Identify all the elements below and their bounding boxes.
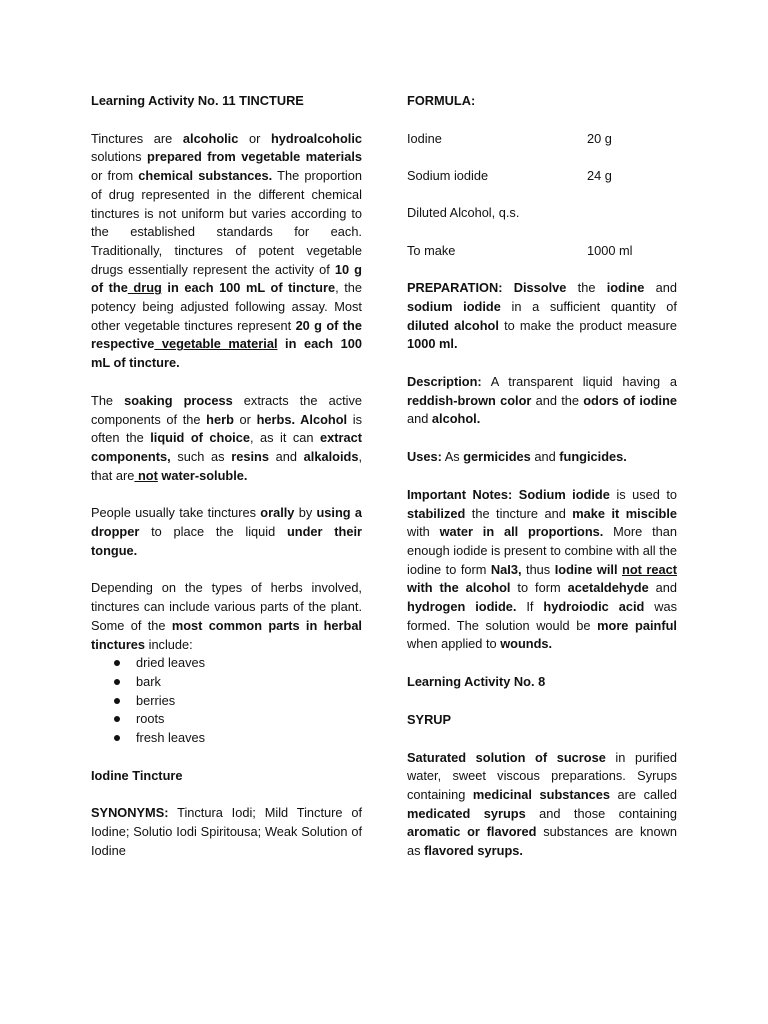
text-run: using a dropper	[91, 505, 362, 540]
text-run: and	[644, 280, 677, 296]
text-run: NaI3,	[490, 561, 522, 577]
text-run: hydrogen iodide.	[407, 599, 517, 615]
bullet-icon	[114, 735, 120, 741]
text-run: extracts the active components of the	[91, 392, 363, 427]
text-run: not react	[622, 561, 677, 577]
ingredient-name: Diluted Alcohol, q.s.	[407, 205, 520, 221]
text-run: alcoholic	[182, 130, 239, 146]
text-run: orally	[260, 505, 295, 521]
text-run: by	[294, 505, 317, 521]
text-run: 1000 ml.	[407, 336, 458, 352]
text-run: in purified water, sweet viscous preparations. Syrups containing	[407, 749, 677, 802]
text-run: drug	[127, 280, 162, 296]
text-run: The	[91, 392, 125, 408]
text-run: germicides	[463, 449, 531, 465]
text-run: liquid of choice	[150, 430, 250, 446]
text-run: 10 g of the	[91, 261, 362, 296]
ingredient-amount: 20 g	[587, 130, 612, 146]
text-run: most common parts in herbal tinctures	[91, 617, 362, 652]
text-run: acetaldehyde	[567, 580, 649, 596]
text-run: to form	[510, 580, 568, 596]
text-run: , that are	[91, 448, 363, 483]
preparation-paragraph	[407, 279, 677, 354]
text-run: to place the liquid	[139, 524, 287, 540]
text-run: The proportion of drug represented in the different chemical tinctures is not uniform but varies according to the established standards for each. Traditionally, tinctures of potent vegetable drugs essentially represent the activity of	[91, 168, 362, 277]
list-item: fresh leaves	[91, 729, 362, 748]
text-run: and	[407, 411, 432, 427]
text-run: 20 g of the respective	[91, 317, 362, 352]
herb-parts-paragraph	[91, 579, 362, 654]
text-run: Depending on the types of herbs involved, tinctures can include various parts of the plant. Some of the	[91, 580, 362, 633]
text-run: under their tongue.	[91, 524, 362, 558]
text-run: substances are known as	[407, 824, 677, 859]
text-run: with the alcohol	[407, 580, 511, 596]
formula-heading: FORMULA:	[407, 93, 476, 108]
tincture-intro-paragraph	[91, 130, 362, 373]
text-run: soaking process	[124, 392, 233, 408]
text-run: water in all proportions.	[439, 524, 604, 540]
text-run: PREPARATION: Dissolve	[407, 280, 567, 296]
text-run: People usually take tinctures	[91, 505, 261, 521]
synonyms-paragraph	[91, 804, 362, 860]
text-run: , the potency being adjusted following assay. Most other vegetable tinctures represent	[91, 280, 362, 333]
text-run: , as it can	[249, 430, 321, 446]
text-run: A transparent liquid having a	[481, 374, 677, 390]
bullet-icon	[114, 679, 120, 685]
uses-paragraph	[407, 448, 677, 467]
text-run: and those containing	[525, 805, 677, 821]
text-run: is used to	[609, 486, 677, 502]
text-run: herbs. Alcohol	[256, 411, 348, 427]
ingredient-amount: 1000 ml	[587, 242, 633, 258]
text-run: iodine	[606, 280, 645, 296]
text-run: was formed. The solution would be	[407, 599, 677, 633]
text-run: when applied to	[407, 636, 501, 652]
bullet-icon	[114, 698, 120, 704]
iodine-tincture-heading: Iodine Tincture	[91, 767, 183, 783]
text-run: herb	[206, 411, 234, 427]
text-run: or	[238, 130, 271, 146]
formula-table	[407, 130, 677, 261]
text-run: not	[134, 467, 158, 483]
text-run: odors of iodine	[583, 392, 677, 408]
right-column	[407, 92, 677, 861]
text-run: is often the	[91, 411, 363, 446]
text-run: More than enough iodide is present to combine with all the iodine to form	[407, 524, 678, 577]
text-run: Saturated solution of sucrose	[407, 749, 606, 765]
text-run: alcohol.	[431, 411, 481, 427]
text-run: or	[233, 411, 257, 427]
text-run: in a sufficient quantity of	[500, 298, 677, 314]
text-run: wounds.	[500, 636, 553, 652]
text-run: and	[648, 580, 677, 596]
text-run: chemical substances.	[138, 168, 273, 184]
text-run: Tinctures are	[91, 130, 183, 146]
left-column	[91, 92, 362, 861]
formula-row	[407, 204, 677, 223]
text-run: As	[441, 449, 464, 465]
text-run: SYNONYMS:	[91, 805, 169, 821]
ingredient-amount: 24 g	[587, 168, 612, 184]
syrup-paragraph	[407, 749, 677, 861]
activity-11-heading: Learning Activity No. 11 TINCTURE	[91, 93, 304, 108]
list-item: dried leaves	[91, 654, 362, 673]
text-run: solutions	[91, 149, 148, 165]
text-run: thus	[521, 561, 555, 577]
formula-row	[407, 130, 677, 149]
text-run: Uses:	[407, 449, 442, 465]
text-run: alkaloids	[303, 448, 359, 464]
important-notes-paragraph	[407, 486, 677, 654]
text-run: fungicides.	[559, 449, 627, 465]
text-run: and the	[531, 392, 584, 408]
text-run: and	[268, 448, 304, 464]
soaking-process-paragraph	[91, 392, 362, 486]
text-run: the	[566, 280, 607, 296]
text-run: Iodine will	[554, 561, 622, 577]
text-run: diluted alcohol	[407, 317, 499, 333]
text-run: to make the product measure	[498, 317, 677, 333]
text-run: hydroiodic acid	[543, 599, 645, 615]
text-run: medicated syrups	[407, 805, 526, 821]
text-run: aromatic or flavored	[407, 824, 537, 840]
text-run: more painful	[597, 617, 677, 633]
text-run: medicinal substances	[472, 786, 610, 802]
bullet-icon	[114, 660, 120, 666]
ingredient-name: To make	[407, 242, 456, 258]
syrup-heading: SYRUP	[407, 711, 452, 727]
text-run: extract components,	[91, 430, 362, 464]
text-run: in each 100 mL of tincture.	[91, 336, 362, 371]
text-run: If	[516, 599, 544, 615]
activity-8-heading: Learning Activity No. 8	[407, 674, 546, 690]
text-run: Description:	[407, 374, 482, 390]
text-run: prepared from vegetable materials	[147, 149, 363, 165]
text-run: such as	[170, 448, 232, 464]
text-run: water-soluble.	[157, 467, 248, 483]
text-run: in each 100 mL of tincture	[161, 280, 336, 296]
text-run: resins	[231, 448, 269, 464]
formula-row	[407, 167, 677, 186]
text-run: stabilized	[407, 505, 466, 521]
ingredient-name: Iodine	[407, 130, 442, 146]
text-run: Tinctura Iodi; Mild Tincture of Iodine; Solutio Iodi Spiritousa; Weak Solution of Iodine	[91, 805, 362, 858]
text-run: and	[530, 449, 560, 465]
text-run: vegetable material	[154, 336, 278, 352]
text-run: reddish-brown color	[407, 392, 532, 408]
text-run: Important Notes: Sodium iodide	[407, 486, 610, 502]
text-run: or from	[91, 168, 139, 184]
text-run: make it miscible	[572, 505, 677, 521]
text-run: flavored syrups.	[424, 843, 523, 859]
text-run: the tincture and	[465, 505, 573, 521]
bullet-icon	[114, 716, 120, 722]
description-paragraph	[407, 373, 677, 429]
text-run: with	[407, 524, 440, 540]
formula-row	[407, 242, 677, 261]
herb-parts-list	[91, 654, 362, 747]
text-run: are called	[609, 786, 678, 802]
list-item: bark	[91, 673, 362, 692]
text-run: hydroalcoholic	[270, 130, 362, 146]
text-run: sodium iodide	[407, 298, 501, 314]
ingredient-name: Sodium iodide	[407, 168, 489, 184]
usage-paragraph	[91, 504, 362, 560]
list-item: roots	[91, 710, 362, 729]
text-run: include:	[145, 636, 193, 652]
list-item: berries	[91, 692, 362, 711]
